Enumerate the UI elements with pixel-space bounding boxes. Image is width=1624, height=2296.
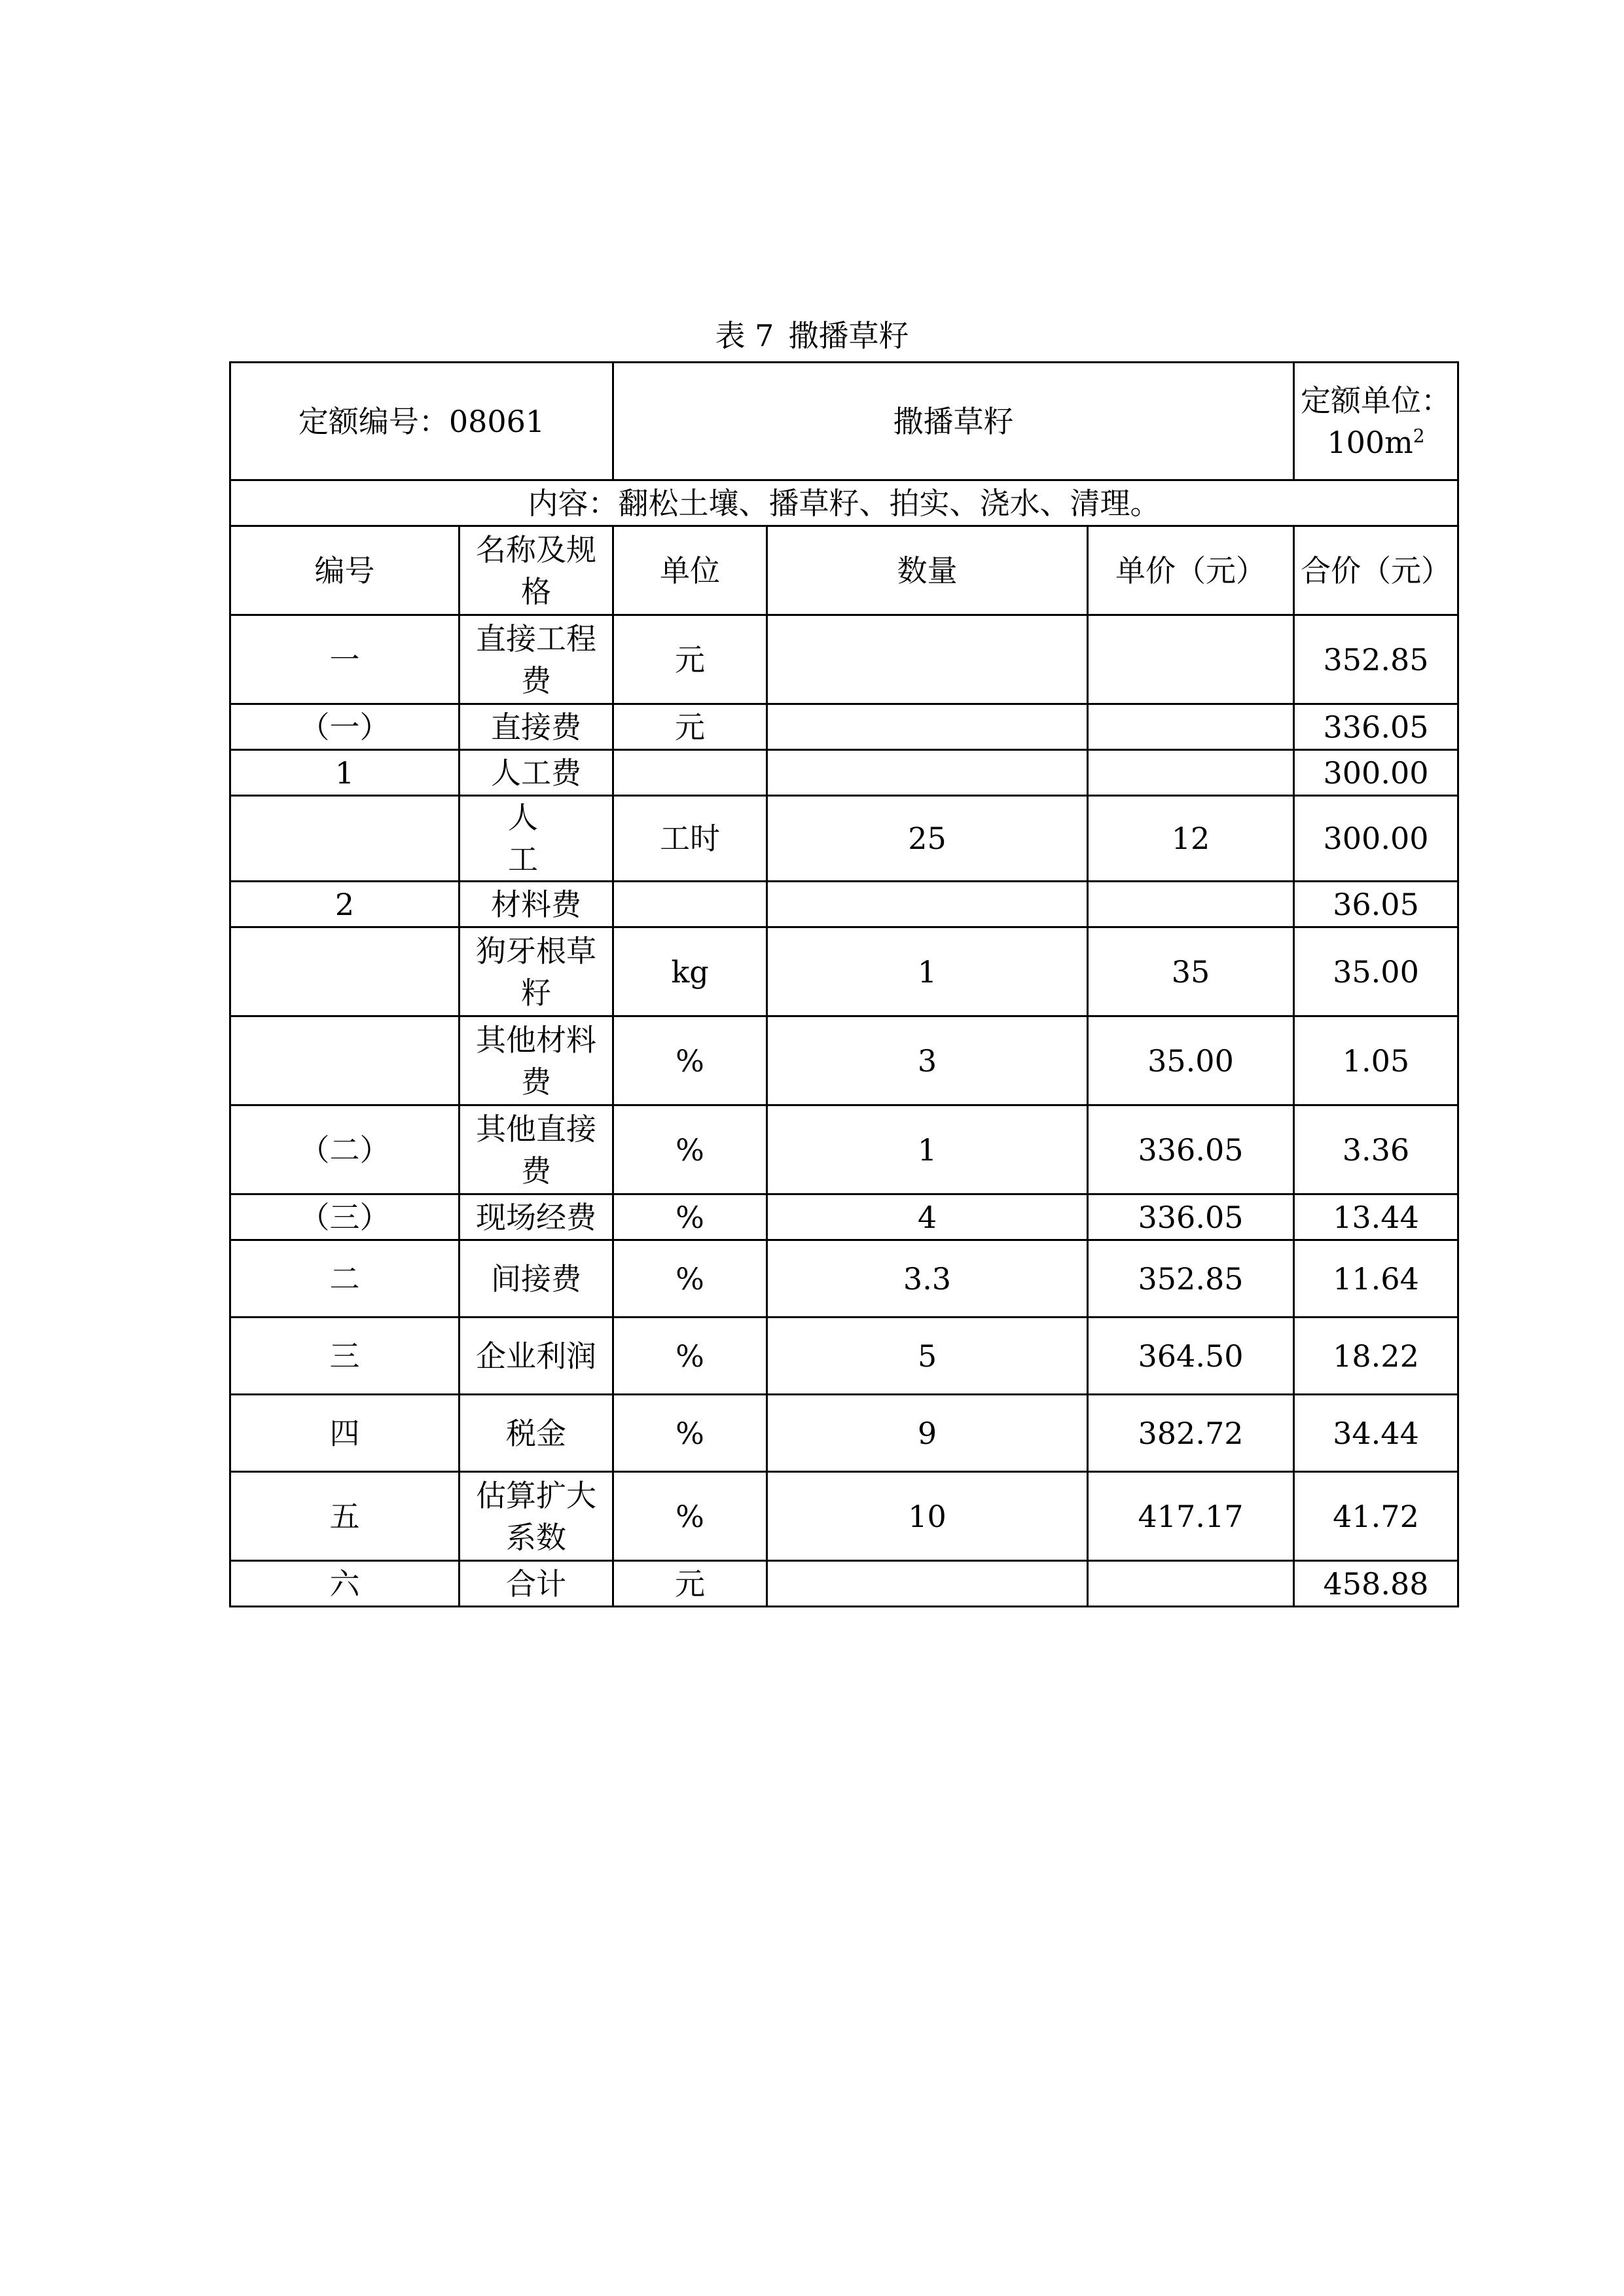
- cell-price: 35: [1088, 927, 1294, 1016]
- cell-qty: [767, 1561, 1088, 1607]
- cell-qty: 9: [767, 1395, 1088, 1472]
- cell-unit: %: [613, 1318, 767, 1395]
- col-header-unit: 单位: [613, 526, 767, 615]
- cell-price: [1088, 750, 1294, 796]
- cell-name: 人工费: [460, 750, 613, 796]
- cell-qty: [767, 615, 1088, 704]
- cell-no: 六: [230, 1561, 460, 1607]
- cell-name: 人 工: [460, 796, 613, 882]
- cell-price: 352.85: [1088, 1240, 1294, 1318]
- table-row: [230, 704, 1458, 750]
- cell-price: 364.50: [1088, 1318, 1294, 1395]
- cell-qty: 1: [767, 1105, 1088, 1194]
- cell-price: 382.72: [1088, 1395, 1294, 1472]
- cell-unit: 元: [613, 615, 767, 704]
- cell-no: 三: [230, 1318, 460, 1395]
- cell-total: 300.00: [1294, 796, 1458, 882]
- cell-price: 417.17: [1088, 1472, 1294, 1561]
- cell-qty: 4: [767, 1194, 1088, 1240]
- cell-unit: 元: [613, 1561, 767, 1607]
- cell-total: 13.44: [1294, 1194, 1458, 1240]
- cell-name: 间接费: [460, 1240, 613, 1318]
- cell-total: 18.22: [1294, 1318, 1458, 1395]
- cell-total: 35.00: [1294, 927, 1458, 1016]
- cell-total: 36.05: [1294, 882, 1458, 927]
- table-row: [230, 1105, 1458, 1194]
- cell-unit: [613, 882, 767, 927]
- table-row: [230, 927, 1458, 1016]
- cell-qty: 1: [767, 927, 1088, 1016]
- cell-unit: %: [613, 1472, 767, 1561]
- cell-name: 税金: [460, 1395, 613, 1472]
- cell-total: 1.05: [1294, 1016, 1458, 1105]
- cell-total: 300.00: [1294, 750, 1458, 796]
- col-header-qty: 数量: [767, 526, 1088, 615]
- cell-unit: %: [613, 1395, 767, 1472]
- cell-no: [230, 927, 460, 1016]
- cell-total: 34.44: [1294, 1395, 1458, 1472]
- cell-no: 2: [230, 882, 460, 927]
- table-row: [230, 1194, 1458, 1240]
- table-caption: [0, 313, 1624, 359]
- cell-no: 一: [230, 615, 460, 704]
- cell-price: [1088, 615, 1294, 704]
- cell-name: 其他直接费: [460, 1105, 613, 1194]
- cell-name: 现场经费: [460, 1194, 613, 1240]
- column-header-row: [230, 526, 1458, 615]
- cell-no: 五: [230, 1472, 460, 1561]
- col-header-name: 名称及规格: [460, 526, 613, 615]
- cell-no: 二: [230, 1240, 460, 1318]
- cell-name: 狗牙根草籽: [460, 927, 613, 1016]
- col-header-no: 编号: [230, 526, 460, 615]
- quota-table: [229, 361, 1459, 1607]
- cell-name: 估算扩大系数: [460, 1472, 613, 1561]
- cell-name: 合计: [460, 1561, 613, 1607]
- header-row: [230, 363, 1458, 480]
- table-row: [230, 796, 1458, 882]
- cell-qty: [767, 750, 1088, 796]
- table-row: [230, 882, 1458, 927]
- cell-no: （一）: [230, 704, 460, 750]
- cell-name: 直接费: [460, 704, 613, 750]
- table-row: [230, 1561, 1458, 1607]
- quota-name: 撒播草籽: [613, 363, 1294, 480]
- cell-unit: 元: [613, 704, 767, 750]
- cell-no: 四: [230, 1395, 460, 1472]
- cell-name: 其他材料费: [460, 1016, 613, 1105]
- cell-total: 11.64: [1294, 1240, 1458, 1318]
- quota-unit-label: 定额单位：: [1301, 382, 1451, 418]
- table-row: [230, 1240, 1458, 1318]
- table-row: [230, 1016, 1458, 1105]
- table-row: [230, 1318, 1458, 1395]
- cell-qty: 3: [767, 1016, 1088, 1105]
- cell-qty: 5: [767, 1318, 1088, 1395]
- content-row: [230, 480, 1458, 526]
- cell-unit: kg: [613, 927, 767, 1016]
- cell-total: 41.72: [1294, 1472, 1458, 1561]
- cell-price: [1088, 704, 1294, 750]
- table-title: 撒播草籽: [788, 318, 909, 353]
- cell-unit: %: [613, 1240, 767, 1318]
- cell-qty: [767, 704, 1088, 750]
- col-header-price: 单价（元）: [1088, 526, 1294, 615]
- cell-price: 35.00: [1088, 1016, 1294, 1105]
- table-row: [230, 750, 1458, 796]
- quota-unit: [1294, 363, 1458, 480]
- cell-total: 352.85: [1294, 615, 1458, 704]
- quota-code: 定额编号：08061: [230, 363, 613, 480]
- cell-unit: %: [613, 1194, 767, 1240]
- cell-unit: %: [613, 1105, 767, 1194]
- cell-name: 直接工程费: [460, 615, 613, 704]
- cell-price: 336.05: [1088, 1105, 1294, 1194]
- cell-name: 企业利润: [460, 1318, 613, 1395]
- cell-no: [230, 796, 460, 882]
- cell-no: （二）: [230, 1105, 460, 1194]
- content-description: 内容：翻松土壤、播草籽、拍实、浇水、清理。: [230, 480, 1458, 526]
- cell-price: 336.05: [1088, 1194, 1294, 1240]
- quota-unit-value: $100m^2$: [1327, 424, 1425, 460]
- cell-no: （三）: [230, 1194, 460, 1240]
- table-row: [230, 615, 1458, 704]
- cell-total: 3.36: [1294, 1105, 1458, 1194]
- cell-price: [1088, 1561, 1294, 1607]
- cell-price: 12: [1088, 796, 1294, 882]
- cell-qty: 25: [767, 796, 1088, 882]
- cell-name: 材料费: [460, 882, 613, 927]
- cell-qty: 3.3: [767, 1240, 1088, 1318]
- table-number: 表 7: [715, 318, 774, 353]
- cell-unit: 工时: [613, 796, 767, 882]
- cell-no: 1: [230, 750, 460, 796]
- cell-total: 336.05: [1294, 704, 1458, 750]
- table-row: [230, 1472, 1458, 1561]
- cell-unit: %: [613, 1016, 767, 1105]
- cell-price: [1088, 882, 1294, 927]
- cell-no: [230, 1016, 460, 1105]
- col-header-total: 合价（元）: [1294, 526, 1458, 615]
- cell-qty: [767, 882, 1088, 927]
- cell-total: 458.88: [1294, 1561, 1458, 1607]
- cell-unit: [613, 750, 767, 796]
- table-row: [230, 1395, 1458, 1472]
- cell-qty: 10: [767, 1472, 1088, 1561]
